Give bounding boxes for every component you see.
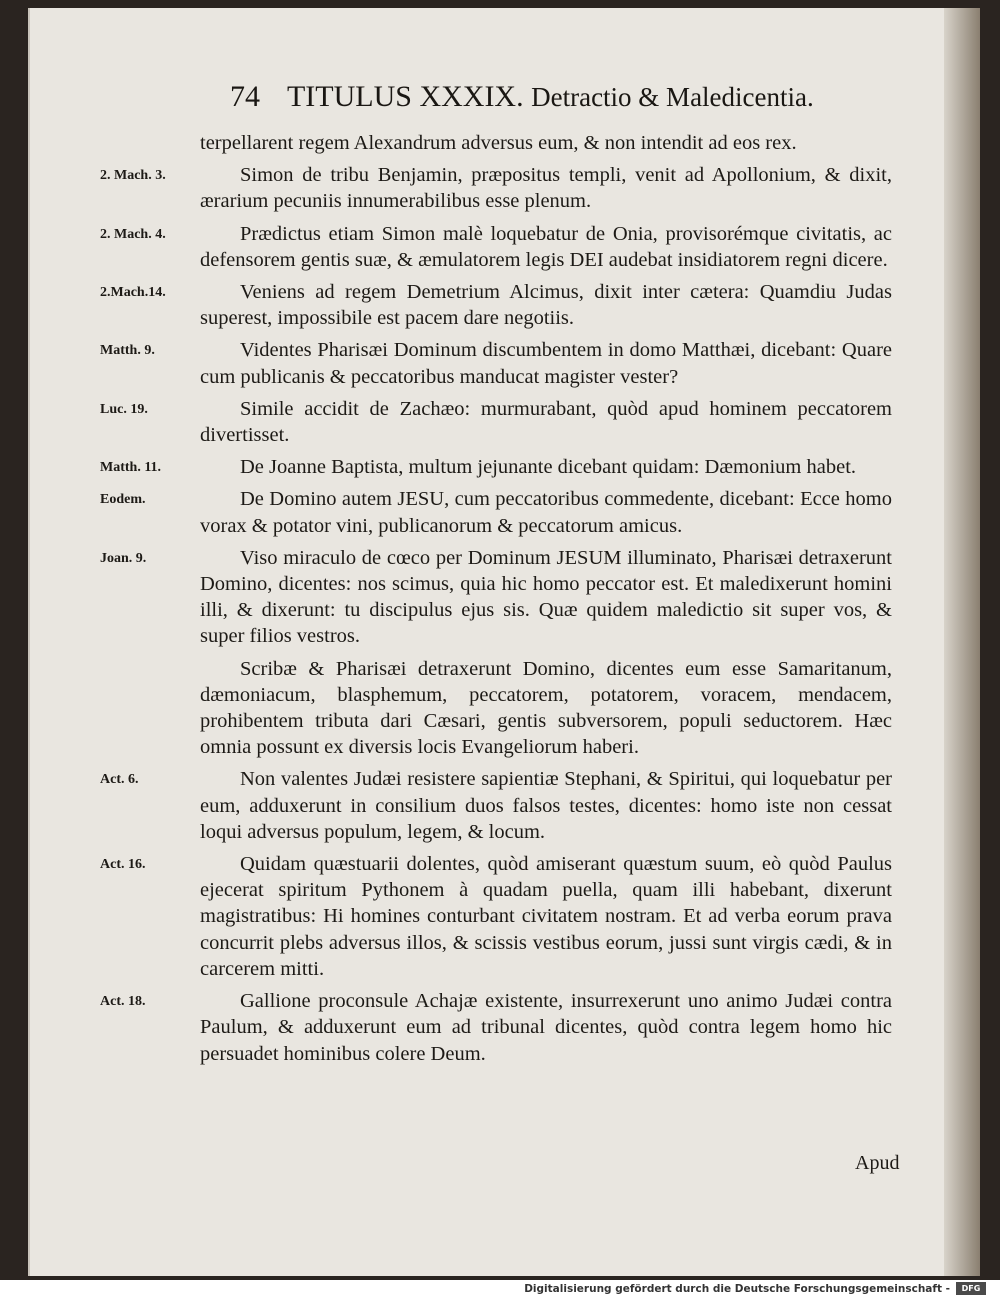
text-entry bbox=[0, 162, 950, 214]
paragraph-text: Gallione proconsule Achajæ existente, insurrexerunt uno animo Judæi contra Paulum, & adduxerunt eum ad tribunal dicentes, quòd contra legem homo hic persuadet hominibus colere Deum. bbox=[200, 990, 892, 1065]
paragraph-text: De Joanne Baptista, multum jejunante dicebant quidam: Dæmonium habet. bbox=[240, 456, 857, 479]
paragraph-text: Videntes Pharisæi Dominum discumbentem in domo Matthæi, dicebant: Quare cum publicanis & peccatoribus manducat magister vester? bbox=[200, 339, 892, 388]
paragraph-text: terpellarent regem Alexandrum adversus eum, & non intendit ad eos rex. bbox=[200, 132, 797, 154]
page-number: 74 bbox=[230, 80, 260, 113]
text-entry bbox=[0, 279, 950, 331]
catchword: Apud bbox=[855, 1152, 900, 1174]
text-entry bbox=[0, 851, 950, 982]
dfg-logo: DFG bbox=[956, 1282, 986, 1295]
header-subtitle: Detractio & Maledicentia. bbox=[531, 82, 814, 112]
margin-reference: Act. 16. bbox=[100, 857, 146, 873]
text-entry bbox=[0, 221, 950, 273]
paragraph-text: Scribæ & Pharisæi detraxerunt Domino, dicentes eum esse Samaritanum, dæmoniacum, blasphemum, peccatorem, potatorem, voracem, mendacem, prohibentem tributa dari Cæsari, gentis subversorem, populi seductorem. Hæc omnia possunt ex diversis locis Evangeliorum haberi. bbox=[200, 657, 892, 759]
page-body bbox=[0, 130, 950, 1073]
text-entry bbox=[0, 454, 950, 480]
paragraph-text: Veniens ad regem Demetrium Alcimus, dixit inter cætera: Quamdiu Judas superest, impossibile est pacem dare negotiis. bbox=[200, 281, 892, 330]
paragraph-text: Quidam quæstuarii dolentes, quòd amiserant quæstum suum, eò quòd Paulus ejecerat spiritum Pythonem à quadam puella, quam illi habebant, dixerunt magistratibus: Hi homines conturbant civitatem nostram. Et ad verba eorum prava concurrit plebs adversus illos, & scissis vestibus eorum, jussi sunt virgis cædi, & in carcerem mitti. bbox=[200, 853, 892, 980]
margin-reference: Eodem. bbox=[100, 492, 146, 508]
paragraph-text: Viso miraculo de cœco per Dominum JESUM illuminato, Pharisæi detraxerunt Domino, dicentes: nos scimus, quia hic homo peccator est. Et maledixerunt homini illi, & dixerunt: tu discipulus ejus sis. Quæ quidem maledictio sit super vos, & super filios vestros. bbox=[200, 546, 892, 648]
margin-reference: 2.Mach.14. bbox=[100, 285, 166, 301]
paragraph-text: Simon de tribu Benjamin, præpositus templi, venit ad Apollonium, & dixit, ærarium pecuniis innumerabilibus esse plenum. bbox=[200, 164, 892, 213]
margin-reference: Joan. 9. bbox=[100, 550, 147, 566]
margin-reference: Luc. 19. bbox=[100, 401, 148, 417]
text-entry bbox=[0, 545, 950, 650]
margin-reference: 2. Mach. 4. bbox=[100, 226, 166, 242]
funding-notice: Digitalisierung gefördert durch die Deutsche Forschungsgemeinschaft - bbox=[524, 1283, 950, 1295]
margin-reference: Matth. 9. bbox=[100, 343, 155, 359]
text-entry bbox=[0, 988, 950, 1067]
text-entry bbox=[0, 130, 950, 156]
paragraph-text: Prædictus etiam Simon malè loquebatur de Onia, provisorémque civitatis, ac defensorem gentis suæ, & æmulatorem legis DEI audebat insidiatorem regni dicere. bbox=[200, 222, 892, 271]
text-entry bbox=[0, 396, 950, 448]
text-entry bbox=[0, 656, 950, 761]
margin-reference: 2. Mach. 3. bbox=[100, 168, 166, 184]
header-title: TITULUS XXXIX. bbox=[286, 80, 524, 113]
running-header bbox=[230, 80, 870, 114]
text-entry bbox=[0, 486, 950, 538]
paragraph-text: De Domino autem JESU, cum peccatoribus commedente, dicebant: Ecce homo vorax & potator vini, publicanorum & peccatorum amicus. bbox=[200, 488, 892, 537]
paragraph-text: Simile accidit de Zachæo: murmurabant, quòd apud hominem peccatorem divertisset. bbox=[200, 397, 892, 447]
paragraph-text: Non valentes Judæi resistere sapientiæ Stephani, & Spiritui, qui loquebatur per eum, adduxerunt in consilium duos falsos testes, dicentes: homo iste non cessat loqui adversus populum, legem, & locum. bbox=[200, 768, 892, 843]
margin-reference: Matth. 11. bbox=[100, 460, 162, 476]
text-entry bbox=[0, 766, 950, 845]
text-entry bbox=[0, 337, 950, 389]
margin-reference: Act. 6. bbox=[100, 772, 139, 788]
margin-reference: Act. 18. bbox=[100, 994, 146, 1010]
